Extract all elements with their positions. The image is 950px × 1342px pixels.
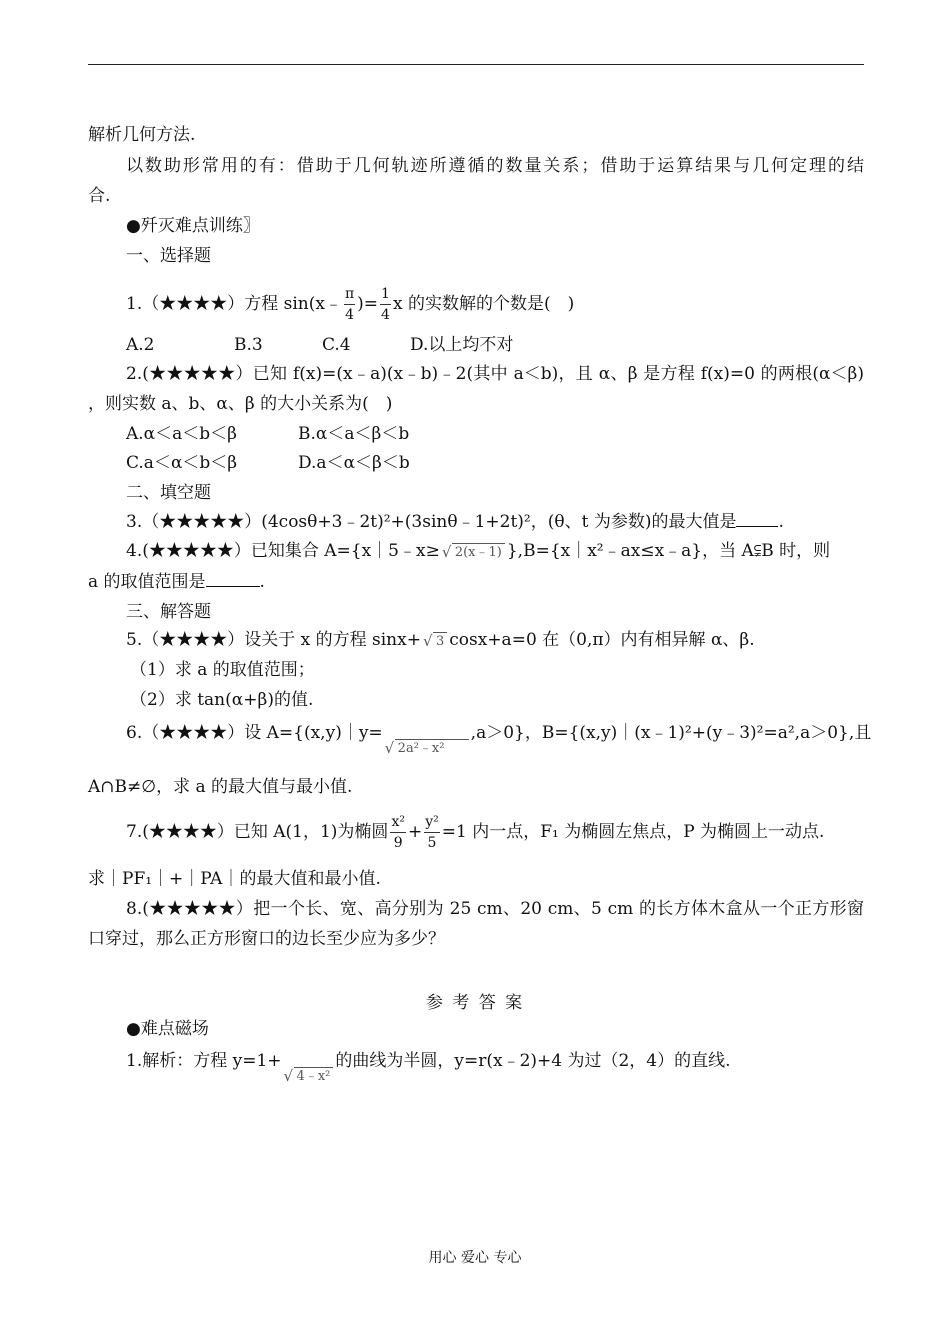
a1-sqrt-radicand: 4﹣x²: [294, 1067, 334, 1086]
q2-option-c: C.a＜α＜b＜β: [126, 453, 238, 473]
intro-line-1: 解析几何方法.: [88, 125, 196, 145]
q6-prefix: 6.（★★★★）设 A={(x,y)｜y=: [126, 723, 383, 743]
section-fill: 二、填空题: [126, 483, 211, 503]
q7-frac-y: [424, 812, 440, 853]
q5-part-1: （1）求 a 的取值范围；: [130, 660, 315, 680]
q6-suffix: ,a＞0}，B={(x,y)｜(x﹣1)²+(y﹣3)²=a²,a＞0},且: [470, 723, 872, 743]
intro-line-2: 以数助形常用的有：借助于几何轨迹所遵循的数量关系；借助于运算结果与几何定理的结: [126, 156, 864, 176]
q1-options: [126, 334, 864, 356]
a1-sqrt: [284, 1062, 334, 1092]
answers-heading: ●难点磁场: [126, 1019, 209, 1039]
q8-line-1: 8.(★★★★★）把一个长、宽、高分别为 25 cm、20 cm、5 cm 的长方体木盒从一个正方形窗: [126, 899, 864, 919]
training-heading: ●歼灭难点训练〗: [126, 216, 260, 236]
q2-option-d: D.a＜α＜β＜b: [298, 453, 410, 473]
page-footer: 用心 爱心 专心: [428, 1250, 522, 1266]
q7-frac-x-den: 9: [393, 835, 403, 851]
q4-l2-end: .: [259, 572, 265, 592]
q1-frac-den: 4: [345, 307, 355, 323]
question-3: [126, 511, 864, 533]
q5-suffix: cosx+a=0 在（0,π）内有相异解 α、β.: [449, 630, 755, 650]
answers-title: 参 考 答 案: [425, 993, 525, 1013]
a1-suffix: 的曲线为半圆，y=r(x﹣2)+4 为过（2，4）的直线.: [335, 1051, 731, 1071]
q7-suffix: =1 内一点，F₁ 为椭圆左焦点，P 为椭圆上一动点.: [441, 822, 825, 842]
q5-sqrt: [423, 631, 447, 653]
q7-line-2: 求｜PF₁｜+｜PA｜的最大值和最小值.: [88, 869, 381, 889]
q1-suffix: x 的实数解的个数是( ): [392, 294, 575, 314]
section-choice: 一、选择题: [126, 246, 211, 266]
q1-frac2-num: 1: [380, 284, 391, 305]
q7-frac-x: [390, 812, 406, 853]
q3-text: 3.（★★★★★）(4cosθ+3﹣2t)²+(3sinθ﹣1+2t)²，(θ、t 为参数)的最大值是: [126, 512, 737, 532]
q6-line-2: A∩B≠∅，求 a 的最大值与最小值.: [88, 777, 353, 797]
q3-end: .: [778, 512, 784, 532]
q4-sqrt-radicand: 2(x﹣1): [452, 543, 505, 562]
q1-fraction-pi-4: [344, 284, 355, 325]
q7-line-1: [126, 810, 864, 854]
q3-answer-blank: [736, 512, 778, 527]
q7-frac-y-num: y²: [424, 812, 440, 833]
q1-option-b: B.3: [234, 335, 263, 355]
q6-sqrt-radicand: 2a²﹣x²: [395, 739, 469, 758]
q2-line-1: 2.(★★★★★）已知 f(x)=(x﹣a)(x﹣b)﹣2(其中 a＜b)，且 α、β 是方程 f(x)=0 的两根(α＜β): [126, 364, 864, 384]
q1-option-d: D.以上均不对: [410, 335, 514, 355]
q1-prefix: 1.（★★★★）方程 sin(x﹣: [126, 294, 342, 314]
q1-option-a: A.2: [126, 335, 155, 355]
q7-prefix: 7.(★★★★）已知 A(1，1)为椭圆: [126, 822, 389, 842]
q1-mid: )=: [357, 294, 379, 314]
q4-l2-text: a 的取值范围是: [88, 572, 206, 592]
q4-line-2: [88, 571, 864, 593]
a1-prefix: 1.解析：方程 y=1+: [126, 1051, 282, 1071]
q5-part-2: （2）求 tan(α+β)的值.: [130, 690, 314, 710]
q4-line-1: [126, 540, 864, 564]
q1-frac2-den: 4: [381, 307, 390, 323]
q7-frac-y-den: 5: [427, 835, 437, 851]
q2-option-a: A.α＜a＜b＜β: [126, 424, 238, 444]
q5-prefix: 5.（★★★★）设关于 x 的方程 sinx+: [126, 630, 421, 650]
q1-fraction-1-4: [380, 284, 391, 325]
intro-line-3: 合.: [88, 186, 111, 206]
q2-option-b: B.α＜a＜β＜b: [298, 424, 410, 444]
q1-option-c: C.4: [322, 335, 351, 355]
q4-sqrt: [442, 542, 505, 564]
q7-plus: +: [407, 822, 423, 842]
q4-suffix: },B={x｜x²﹣ax≤x﹣a}，当 A⫋B 时，则: [506, 541, 831, 561]
q2-line-2: ，则实数 a、b、α、β 的大小关系为( ): [88, 394, 393, 414]
q6-sqrt: [385, 734, 469, 764]
question-5: [126, 629, 864, 653]
q1-frac-num: π: [344, 284, 355, 305]
q6-line-1: [126, 718, 872, 764]
q2-options-ab: [126, 423, 864, 445]
q5-sqrt-radicand: 3: [433, 632, 447, 651]
section-solve: 三、解答题: [126, 602, 211, 622]
q2-options-cd: [126, 452, 864, 474]
q8-line-2: 口穿过，那么正方形窗口的边长至少应为多少？: [88, 929, 445, 949]
q4-answer-blank: [206, 572, 260, 587]
header-rule: [88, 64, 864, 65]
q7-frac-x-num: x²: [390, 812, 406, 833]
question-1: [126, 282, 864, 326]
q4-prefix: 4.(★★★★★）已知集合 A={x｜5﹣x≥: [126, 541, 440, 561]
answer-1: [126, 1046, 864, 1092]
